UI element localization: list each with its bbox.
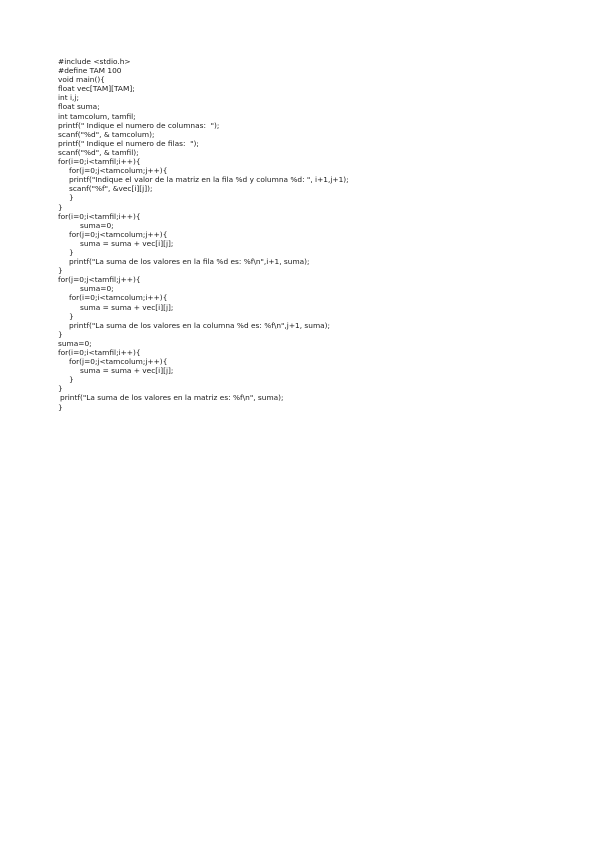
code-line-16: } xyxy=(69,193,74,203)
code-line-17: } xyxy=(58,202,63,212)
code-line-18: for(i=0;i<tamfil;i++){ xyxy=(58,211,141,221)
code-line-25: for(j=0;j<tamfil;j++){ xyxy=(58,275,141,285)
code-line-29: } xyxy=(69,311,74,321)
code-line-12: for(i=0;i<tamfil;i++){ xyxy=(58,157,141,167)
code-line-13: for(j=0;j<tamcolum;j++){ xyxy=(69,166,168,176)
code-line-27: for(i=0;i<tamcolum;i++){ xyxy=(69,293,168,303)
code-line-10: printf(" Indique el numero de filas: "); xyxy=(58,138,199,148)
code-line-31: } xyxy=(58,329,63,339)
code-line-34: for(j=0;j<tamcolum;j++){ xyxy=(69,357,168,367)
code-line-26: suma=0; xyxy=(80,284,114,294)
code-line-20: for(j=0;j<tamcolum;j++){ xyxy=(69,229,168,239)
code-line-5: int i,j; xyxy=(58,93,79,103)
code-line-19: suma=0; xyxy=(80,220,114,230)
code-line-4: float vec[TAM][TAM]; xyxy=(58,84,135,94)
code-line-8: printf(" Indique el numero de columnas: "); xyxy=(58,120,220,130)
code-line-24: } xyxy=(58,266,63,276)
code-line-1: #include <stdio.h> xyxy=(58,57,131,66)
code-line-30: printf("La suma de los valores en la columna %d es: %f\n",j+1, suma); xyxy=(69,320,331,330)
code-line-21: suma = suma + vec[i][j]; xyxy=(80,238,174,248)
code-line-22: } xyxy=(69,247,74,257)
code-line-7: int tamcolum, tamfil; xyxy=(58,111,136,121)
source-code-block xyxy=(58,57,578,412)
code-line-23: printf("La suma de los valores en la fila %d es: %f\n",i+1, suma); xyxy=(69,257,310,267)
code-line-9: scanf("%d", & tamcolum); xyxy=(58,129,155,139)
code-line-35: suma = suma + vec[i][j]; xyxy=(80,366,174,376)
code-line-36: } xyxy=(69,375,74,385)
code-line-15: scanf("%f", &vec[i][j]); xyxy=(69,184,153,194)
code-line-3: void main(){ xyxy=(58,75,105,85)
code-line-38: printf("La suma de los valores en la matriz es: %f\n", suma); xyxy=(60,393,284,403)
code-line-33: for(i=0;i<tamfil;i++){ xyxy=(58,348,141,357)
code-line-2: #define TAM 100 xyxy=(58,66,122,76)
code-line-14: printf("Indique el valor de la matriz en la fila %d y columna %d: ", i+1,j+1); xyxy=(69,175,349,185)
code-line-32: suma=0; xyxy=(58,338,92,348)
code-line-37: } xyxy=(58,384,63,394)
code-line-39: } xyxy=(58,402,63,412)
code-line-6: float suma; xyxy=(58,102,100,112)
code-line-28: suma = suma + vec[i][j]; xyxy=(80,302,174,312)
code-line-11: scanf("%d", & tamfil); xyxy=(58,147,139,157)
